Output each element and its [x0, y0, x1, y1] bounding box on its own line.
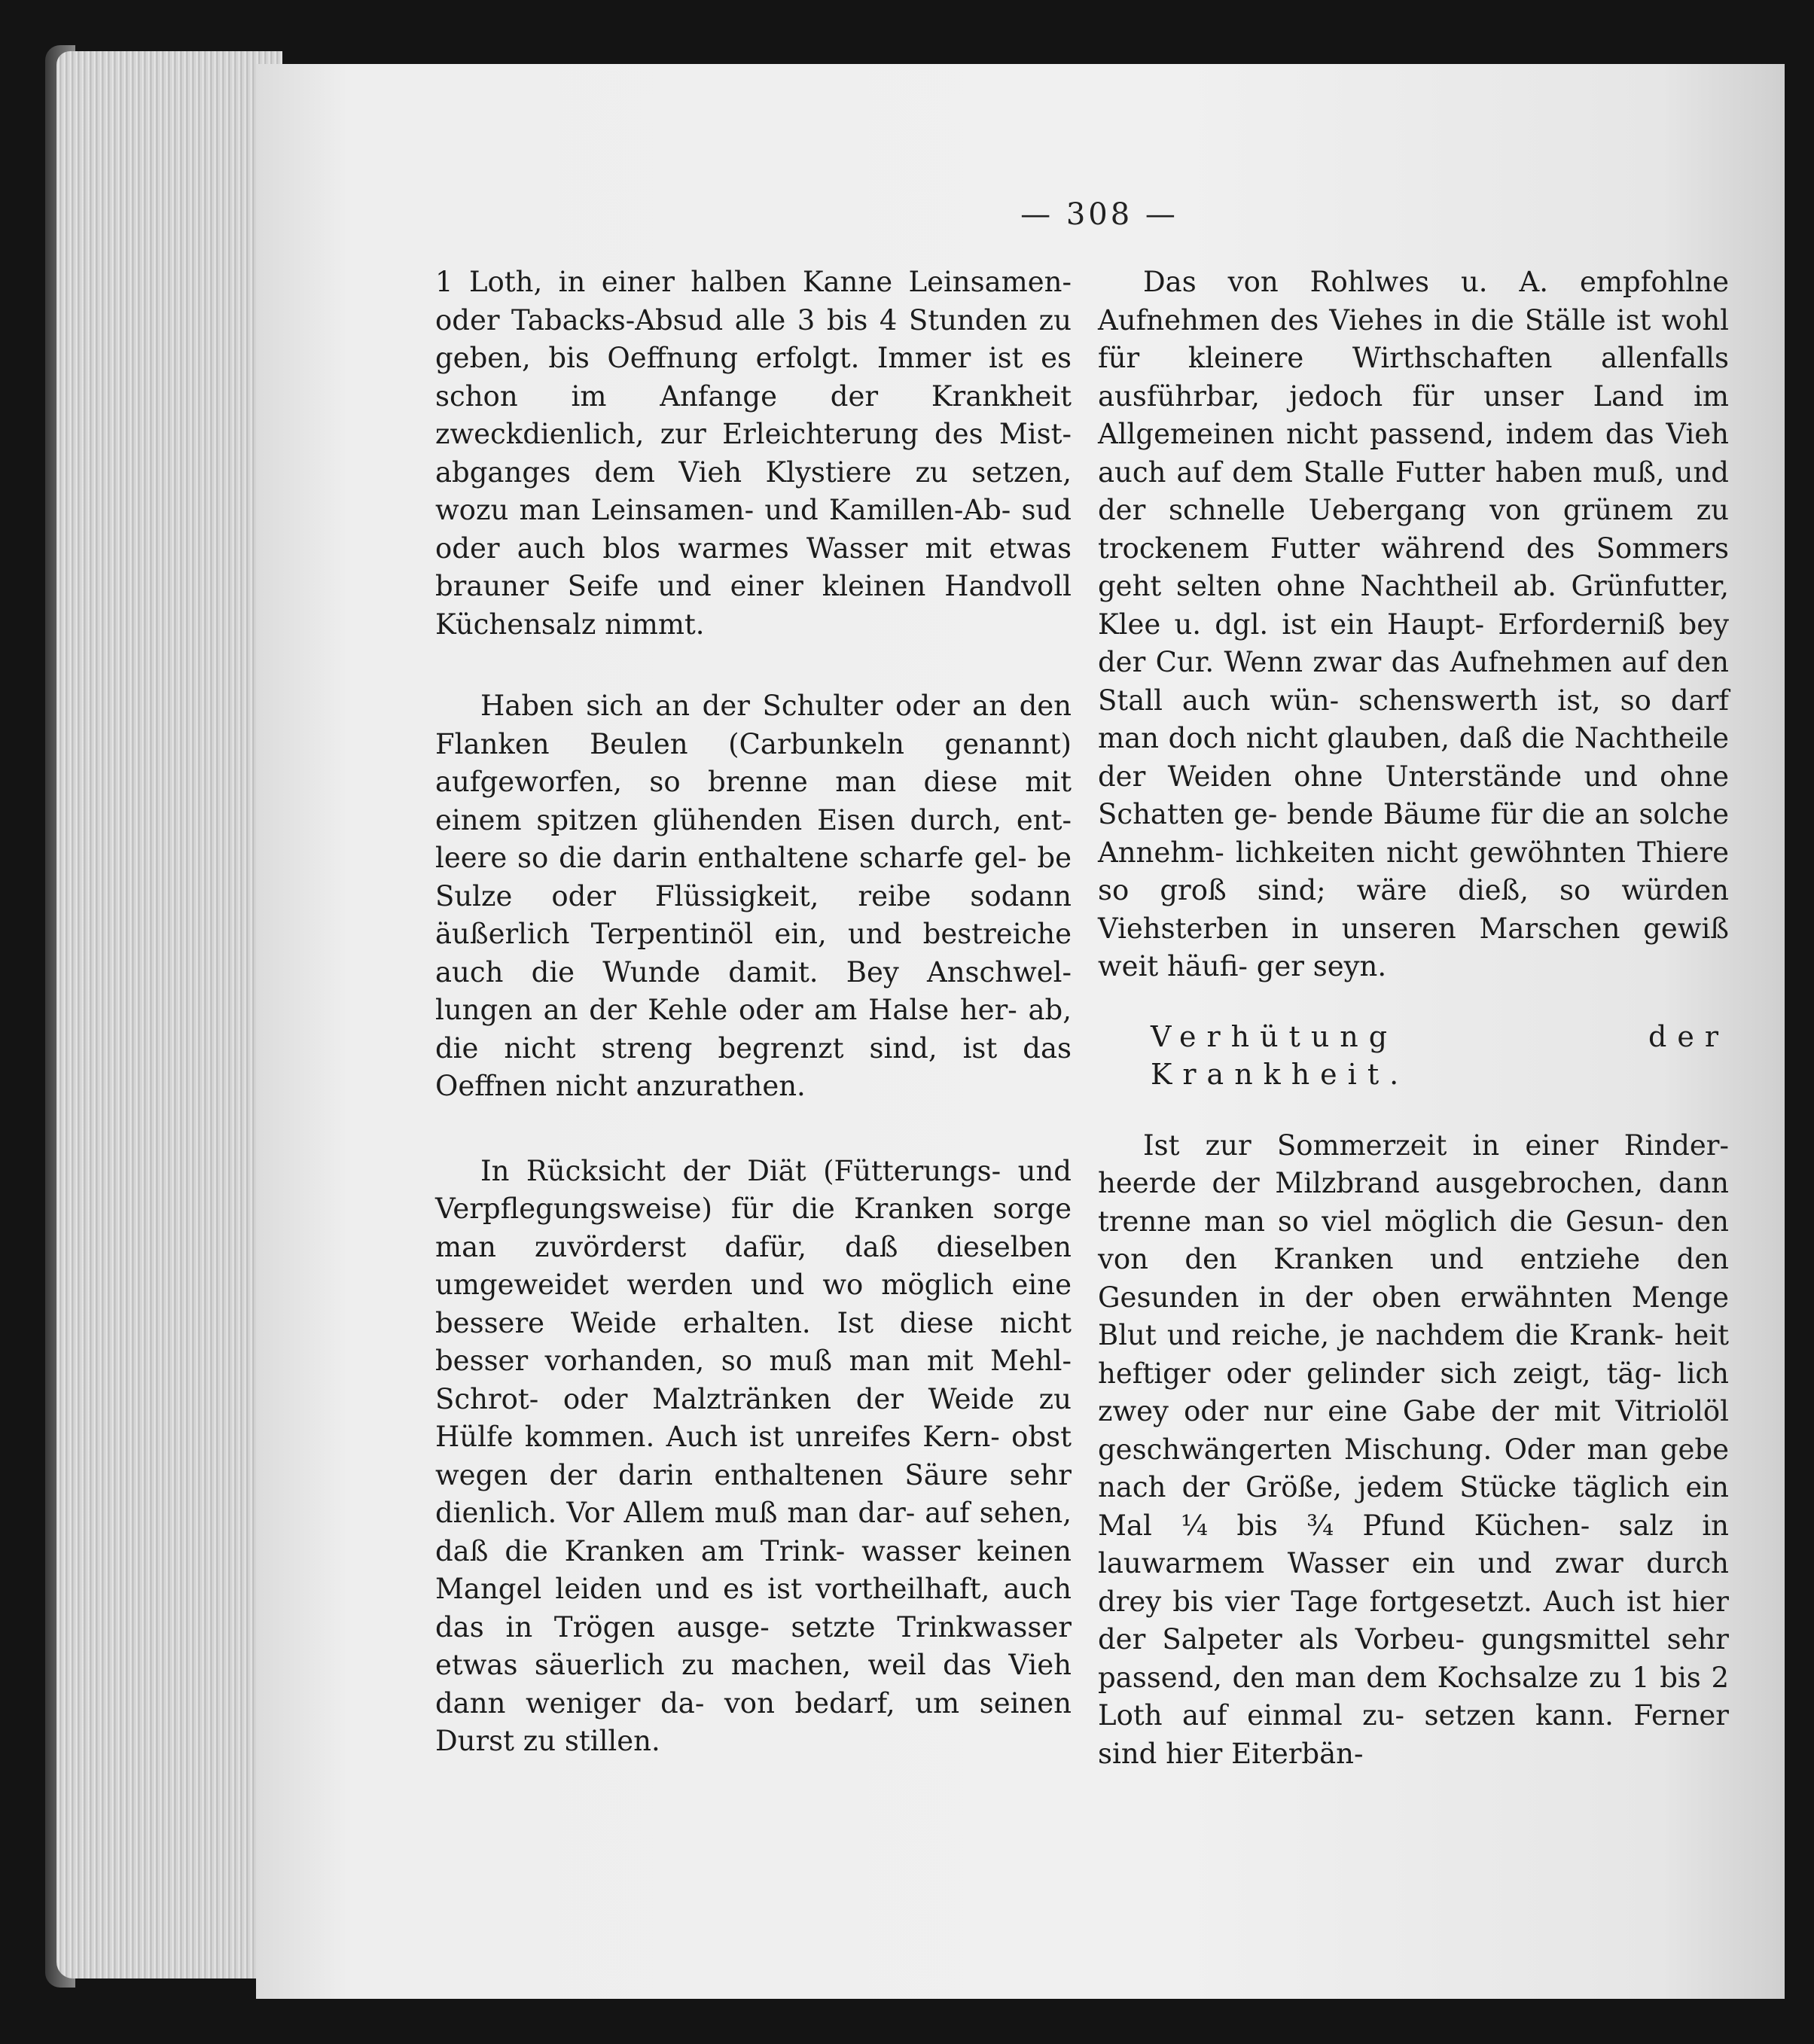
right-column — [1098, 263, 1729, 1773]
right-paragraph-2: Ist zur Sommerzeit in einer Rinder- heerde der Milzbrand ausgebrochen, dann trenne man so viel möglich die Gesun- den von den Kranken und entziehe den Gesunden in der oben erwähnten Menge Blut und reiche, je nachdem die Krank- heit heftiger oder gelinder sich zeigt, täg- lich zwey oder nur eine Gabe der mit Vitriolöl geschwängerten Mischung. Oder man gebe nach der Größe, jedem Stücke täglich ein Mal ¼ bis ¾ Pfund Küchen- salz in lauwarmem Wasser ein und zwar durch drey bis vier Tage fortgesetzt. Auch ist hier der Salpeter als Vorbeu- gungsmittel sehr passend, den man dem Kochsalze zu 1 bis 2 Loth auf einmal zu- setzen kann. Ferner sind hier Eiterbän- — [1098, 1129, 1729, 1770]
right-paragraph-1: Das von Rohlwes u. A. empfohlne Aufnehmen des Viehes in die Ställe ist wohl für kleinere Wirthschaften allenfalls ausführbar, jedoch für unser Land im Allgemeinen nicht passend, indem das Vieh auch auf dem Stalle Futter haben muß, und der schnelle Uebergang von grünem zu trockenem Futter während des Sommers geht selten ohne Nachtheil ab. Grünfutter, Klee u. dgl. ist ein Haupt- Erforderniß bey der Cur. Wenn zwar das Aufnehmen auf den Stall auch wün- schenswerth ist, so darf man doch nicht glauben, daß die Nachtheile der Weiden ohne Unterstände und ohne Schatten ge- bende Bäume für die an solche Annehm- lichkeiten nicht gewöhnten Thiere so groß sind; wäre dieß, so würden Viehsterben in unseren Marschen gewiß weit häufi- ger seyn. — [1098, 266, 1729, 982]
section-heading: Verhütung der Krankheit. — [1151, 1019, 1729, 1091]
left-paragraph-3: In Rücksicht der Diät (Fütterungs- und Verpflegungsweise) für die Kranken sorge man zuvörderst dafür, daß dieselben umgeweidet werden und wo möglich eine bessere Weide erhalten. Ist diese nicht besser vorhanden, so muß man mit Mehl- Schrot- oder Malztränken der Weide zu Hülfe kommen. Auch ist unreifes Kern- obst wegen der darin enthaltenen Säure sehr dienlich. Vor Allem muß man dar- auf sehen, daß die Kranken am Trink- wasser keinen Mangel leiden und es ist vortheilhaft, auch das in Trögen ausge- setzte Trinkwasser etwas säuerlich zu machen, weil das Vieh dann weniger da- von bedarf, um seinen Durst zu stillen. — [435, 1154, 1072, 1757]
left-paragraph-1: 1 Loth, in einer halben Kanne Leinsamen- oder Tabacks-Absud alle 3 bis 4 Stunden zu geben, bis Oeffnung erfolgt. Immer ist es schon im Anfange der Krankheit zweckdienlich, zur Erleichterung des Mist- abganges dem Vieh Klystiere zu setzen, wozu man Leinsamen- und Kamillen-Ab- sud oder auch blos warmes Wasser mit etwas brauner Seife und einer kleinen Handvoll Küchensalz nimmt. — [435, 266, 1072, 641]
book-page-edges — [56, 51, 282, 1979]
left-column — [435, 263, 1072, 1761]
left-paragraph-2: Haben sich an der Schulter oder an den Flanken Beulen (Carbunkeln genannt) aufgeworfen, so brenne man diese mit einem spitzen glühenden Eisen durch, ent- leere so die darin enthaltene scharfe gel- be Sulze oder Flüssigkeit, reibe sodann äußerlich Terpentinöl ein, und bestreiche auch die Wunde damit. Bey Anschwel- lungen an der Kehle oder am Halse her- ab, die nicht streng begrenzt sind, ist das Oeffnen nicht anzurathen. — [435, 690, 1072, 1102]
page-number: — 308 — — [1020, 197, 1178, 232]
